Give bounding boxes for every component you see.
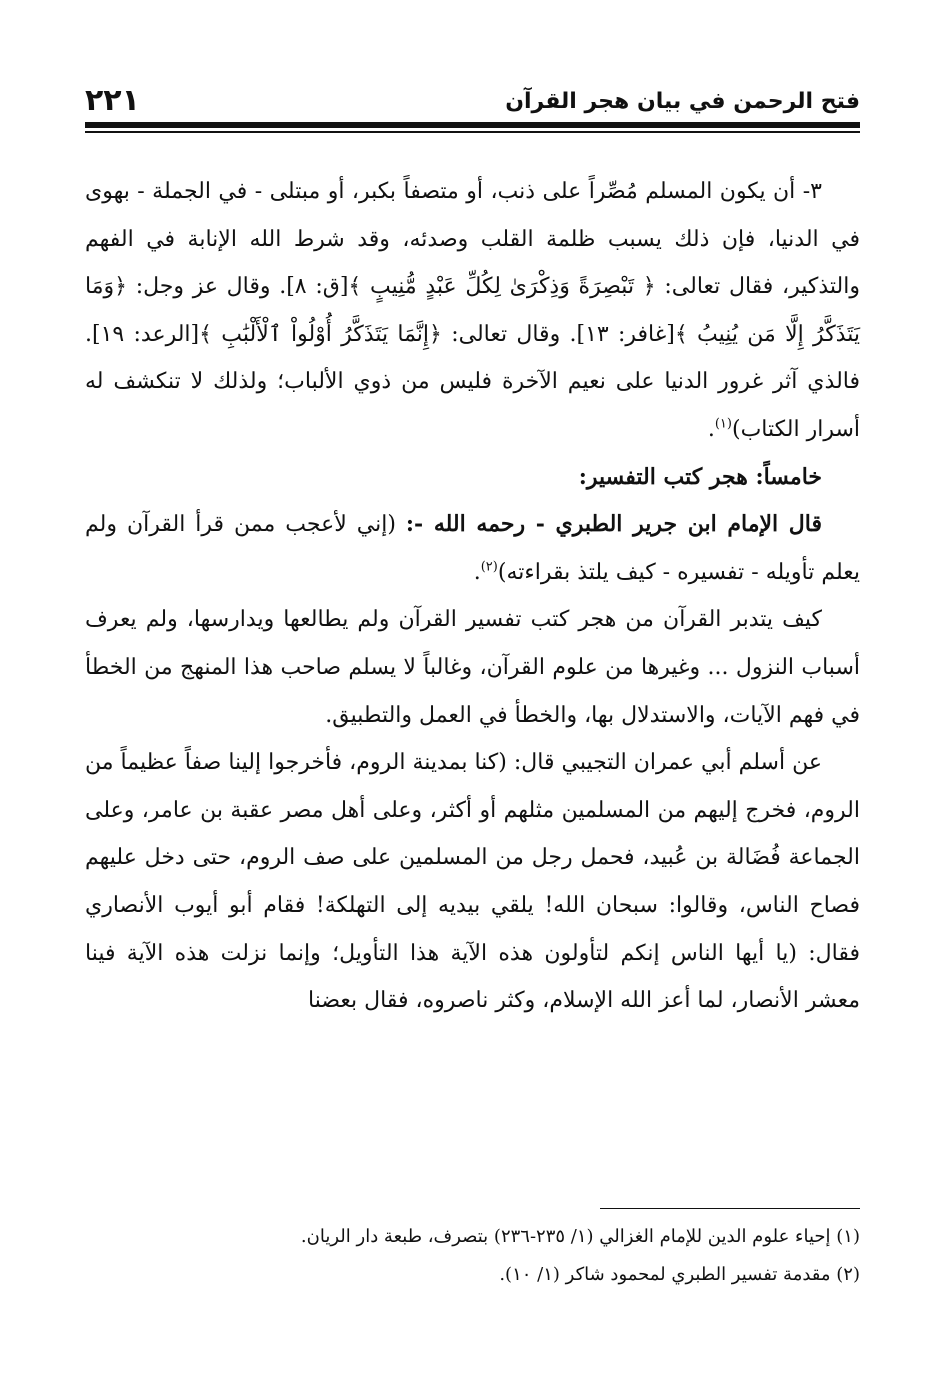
paragraph-2-end: . xyxy=(473,559,481,585)
paragraph-4: عن أسلم أبي عمران التجيبي قال: (كنا بمدينة الروم، فأخرجوا إلينا صفاً عظيماً من الروم، فخرج إليهم من المسلمين مثلهم أو أكثر، وعلى أهل مصر عقبة بن عامر، وعلى الجماعة فُضَالة بن عُبيد، فحمل رجل من المسلمين على صف الروم، حتى دخل عليهم فصاح الناس، وقالوا: سبحان الله! يلقي بيديه إلى التهلكة! فقام أبو أيوب الأنصاري فقال: (يا أيها الناس إنكم لتأولون هذه الآية هذا التأويل؛ وإنما نزلت هذه الآية فينا معشر الأنصار، لما أعز الله الإسلام، وكثر ناصروه، فقال بعضنا xyxy=(85,750,860,1014)
header-rule-thick xyxy=(85,122,860,128)
main-text xyxy=(85,168,860,1025)
footnotes xyxy=(85,1218,860,1294)
footnote-ref-2[interactable]: (٢) xyxy=(480,559,498,575)
page-number: ٢٢١ xyxy=(85,83,140,118)
footnote-2: (٢) مقدمة تفسير الطبري لمحمود شاكر (١/ ١٠). xyxy=(499,1264,860,1285)
footnote-1: (١) إحياء علوم الدين للإمام الغزالي (١/ ٢٣٥-٢٣٦) بتصرف، طبعة دار الريان. xyxy=(300,1226,860,1247)
footnote-ref-1[interactable]: (١) xyxy=(714,416,732,432)
footnote-separator xyxy=(600,1208,860,1209)
paragraph-2-text: (إني لأعجب ممن قرأ القرآن ولم يعلم تأويله - تفسيره - كيف يلتذ بقراءته) xyxy=(85,512,860,585)
page-header xyxy=(85,72,860,120)
paragraph-1 xyxy=(85,168,860,454)
section-heading: خامساً: هجر كتب التفسير: xyxy=(578,463,822,490)
paragraph-2 xyxy=(85,501,860,596)
paragraph-1-end: . xyxy=(707,416,715,442)
paragraph-1-text: ٣- أن يكون المسلم مُصِّراً على ذنب، أو متصفاً بكبر، أو مبتلى - في الجملة - بهوى في الدنيا، فإن ذلك يسبب ظلمة القلب وصدئه، وقد شرط الله الإنابة في الفهم والتذكير، فقال تعالى: ﴿ تَبْصِرَةً وَذِكْرَىٰ لِكُلِّ عَبْدٍ مُّنِيبٍ ﴾[ق: ٨]. وقال عز وجل: ﴿وَمَا يَتَذَكَّرُ إِلَّا مَن يُنِيبُ ﴾[غافر: ١٣]. وقال تعالى: ﴿إِنَّمَا يَتَذَكَّرُ أُوْلُواْ ٱلْأَلْبَٰبِ ﴾[الرعد: ١٩]. فالذي آثر غرور الدنيا على نعيم الآخرة فليس من ذوي الألباب؛ ولذلك لا تنكشف له أسرار الكتاب) xyxy=(85,179,860,442)
quote-attribution: قال الإمام ابن جرير الطبري - رحمه الله -: xyxy=(405,511,822,538)
running-title: فتح الرحمن في بيان هجر القرآن xyxy=(505,89,860,114)
header-rule-thin xyxy=(85,131,860,133)
paragraph-3: كيف يتدبر القرآن من هجر كتب تفسير القرآن ولم يطالعها ويدارسها، ولم يعرف أسباب النزول ... وغيرها من علوم القرآن، وغالباً لا يسلم صاحب هذا المنهج من الخطأ في فهم الآيات، والاستدلال بها، والخطأ في العمل والتطبيق. xyxy=(85,607,860,728)
